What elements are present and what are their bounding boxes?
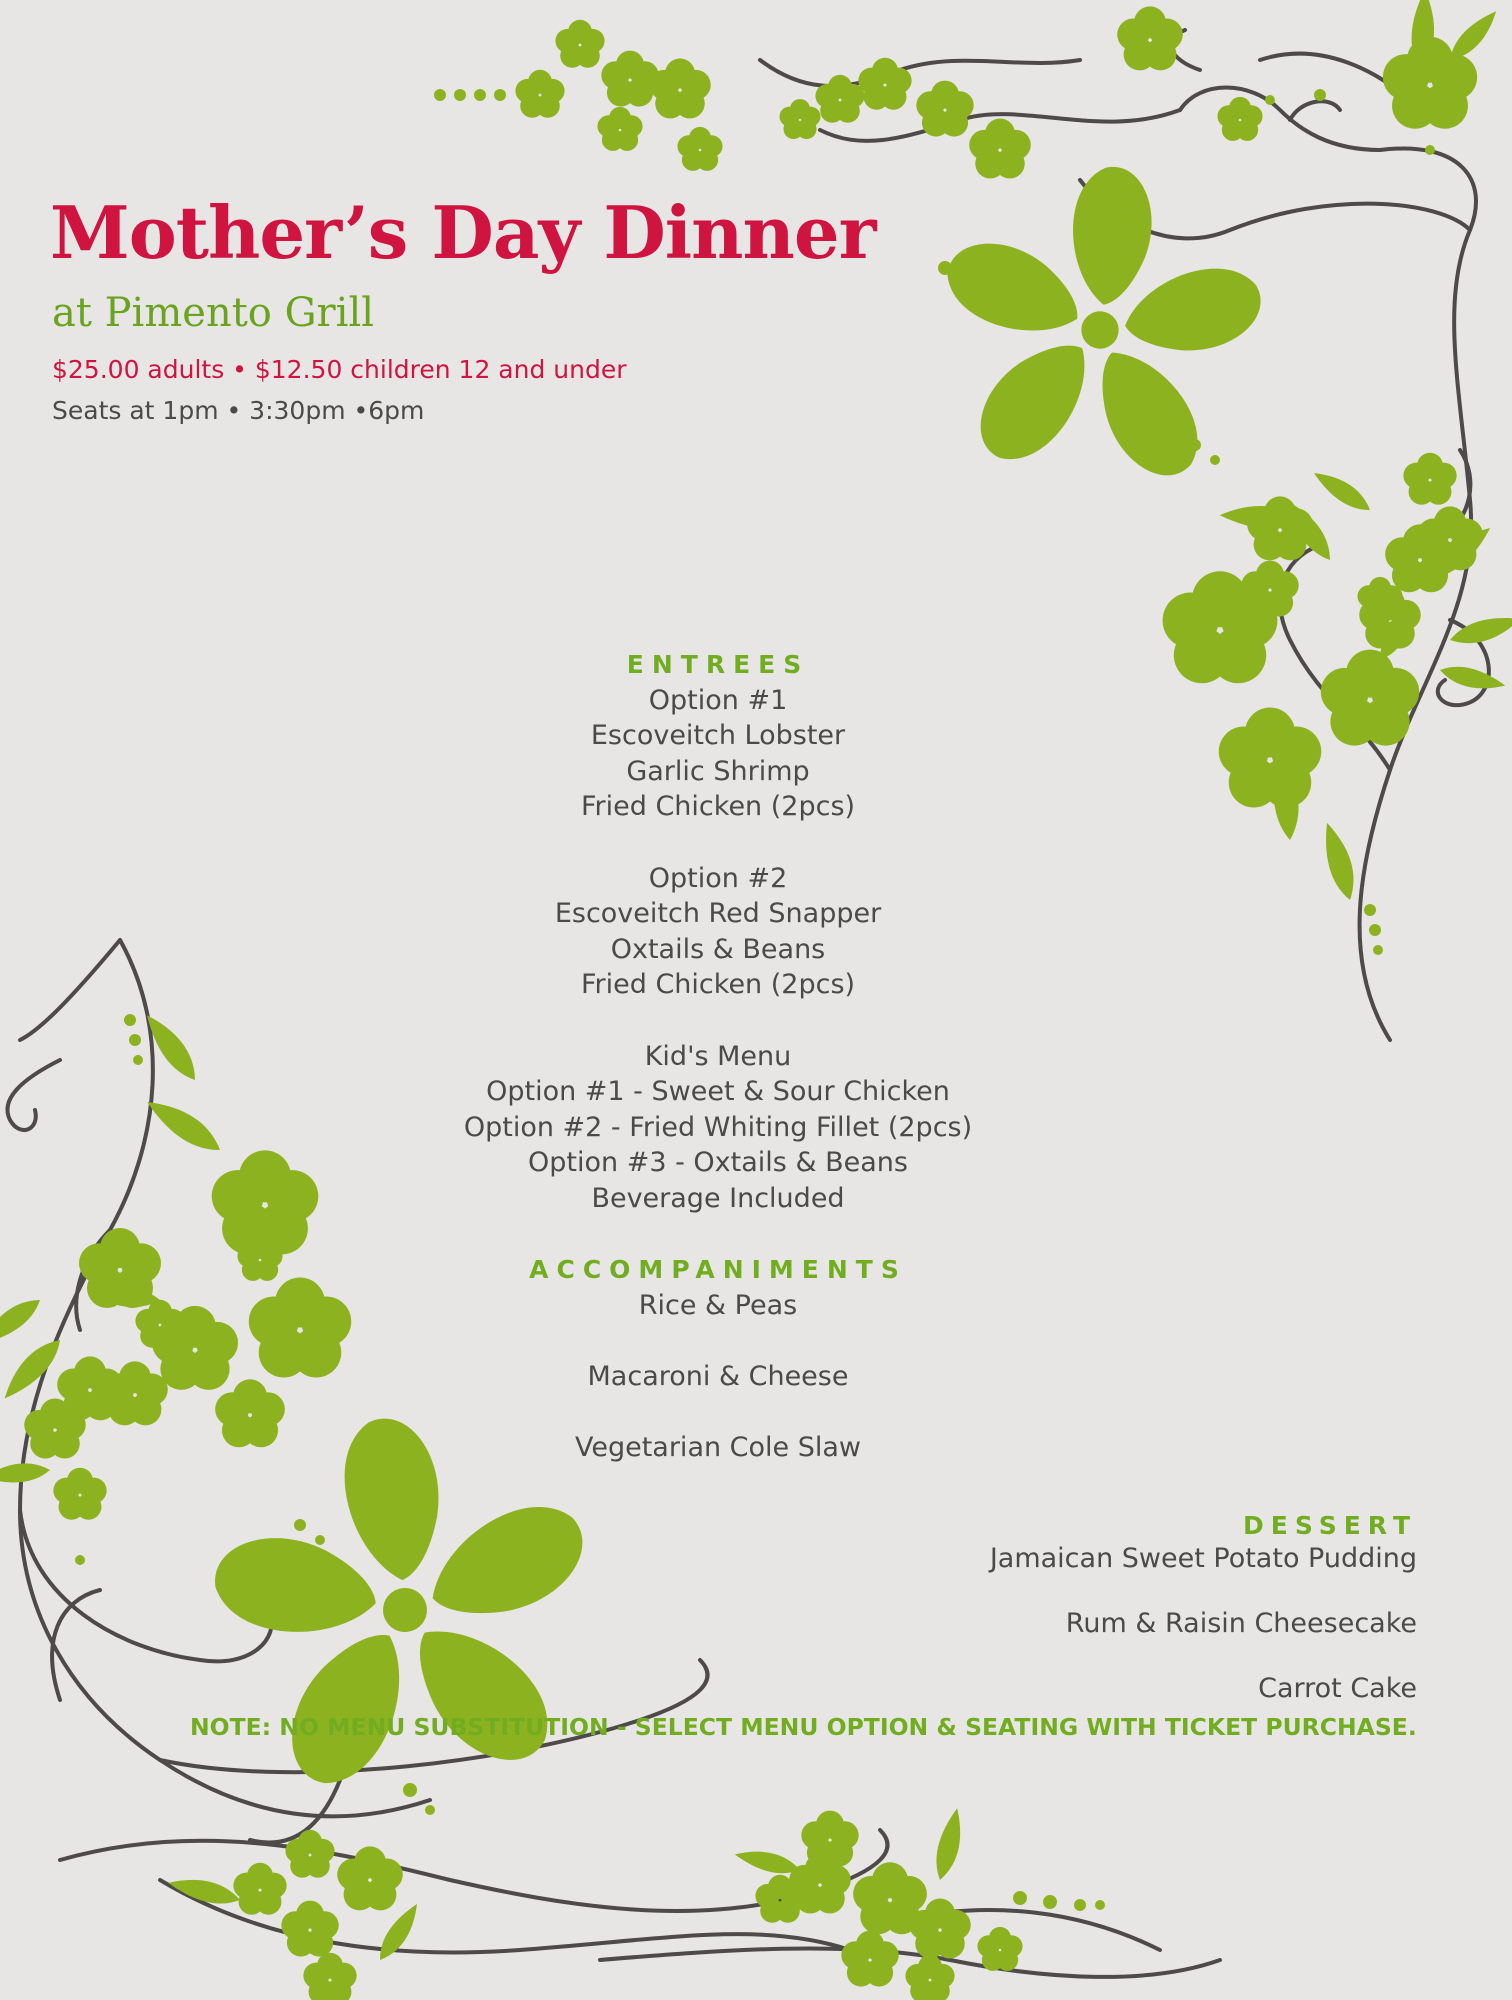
- menu-item: Option #1 - Sweet & Sour Chicken: [486, 1076, 950, 1108]
- menu-item: Escoveitch Lobster: [590, 720, 846, 752]
- price-line: $25.00 adults • $12.50 children 12 and under: [52, 355, 627, 384]
- option1-title: Option #1: [648, 684, 788, 716]
- menu-body: [418, 647, 1018, 1466]
- menu-item: Fried Chicken (2pcs): [580, 791, 856, 823]
- menu-item: Carrot Cake: [1258, 1672, 1417, 1704]
- entrees-heading: ENTREES: [626, 650, 810, 679]
- menu-item: Jamaican Sweet Potato Pudding: [989, 1542, 1417, 1574]
- page-title: Mother’s Day Dinner: [50, 190, 876, 275]
- menu-item: Rum & Raisin Cheesecake: [1065, 1607, 1417, 1639]
- menu-item: Rice & Peas: [638, 1289, 798, 1321]
- menu-item: Oxtails & Beans: [610, 933, 826, 965]
- menu-item: Fried Chicken (2pcs): [580, 969, 856, 1001]
- dessert-section: [990, 1510, 1417, 1705]
- menu-item: Escoveitch Red Snapper: [554, 898, 882, 930]
- accompaniments-heading: ACCOMPANIMENTS: [529, 1255, 907, 1285]
- menu-item: Garlic Shrimp: [626, 755, 810, 787]
- menu-item: Macaroni & Cheese: [587, 1360, 849, 1392]
- menu-item: Option #2 - Fried Whiting Fillet (2pcs): [463, 1111, 973, 1143]
- option2-title: Option #2: [648, 862, 788, 894]
- menu-item: Vegetarian Cole Slaw: [574, 1432, 862, 1464]
- dessert-heading: DESSERT: [1243, 1511, 1417, 1540]
- substitution-note: NOTE: NO MENU SUBSTITUTION - SELECT MENU OPTION & SEATING WITH TICKET PURCHASE.: [190, 1713, 1417, 1741]
- menu-item: Option #3 - Oxtails & Beans: [528, 1147, 908, 1179]
- seating-times: Seats at 1pm • 3:30pm •6pm: [52, 396, 425, 425]
- venue-subtitle: at Pimento Grill: [52, 290, 375, 336]
- kids-menu-title: Kid's Menu: [644, 1040, 792, 1072]
- menu-item: Beverage Included: [591, 1182, 845, 1214]
